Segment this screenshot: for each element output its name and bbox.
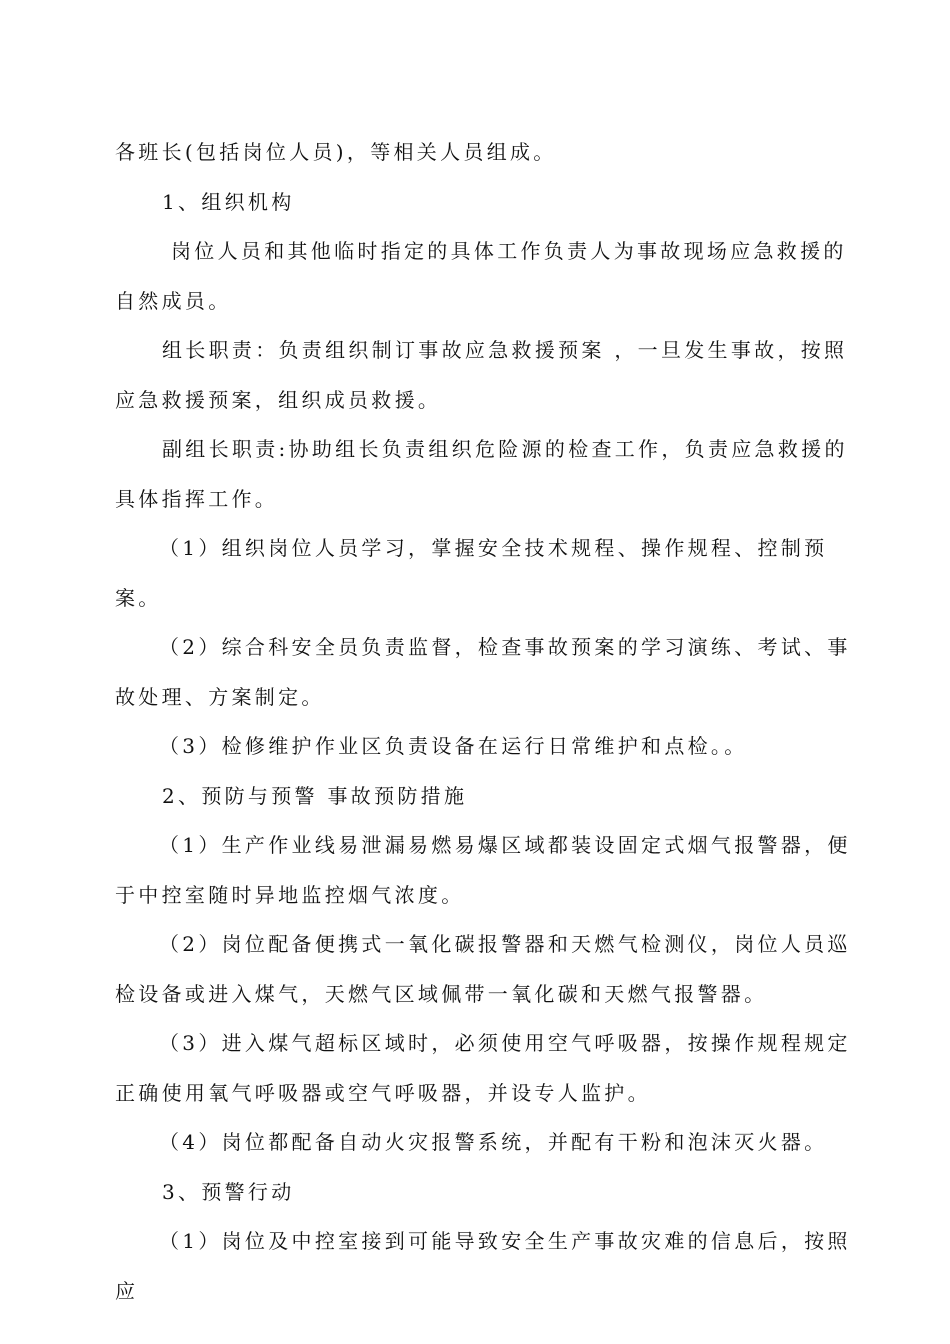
heading-prevention: 2、预防与预警 事故预防措施 <box>162 783 468 808</box>
list-item-maintenance: （3）检修维护作业区负责设备在运行日常维护和点检。。 <box>159 734 748 758</box>
heading-warning-action: 3、预警行动 <box>162 1179 295 1204</box>
document-body <box>115 128 860 1316</box>
list-item-supervision: （2）综合科安全员负责监督，检查事故预案的学习演练、考试、事故处理、方案制定。 <box>115 635 851 709</box>
paragraph-leader-duty: 组长职责：负责组织制订事故应急救援预案 ，一旦发生事故，按照应急救援预案，组织成员救援。 <box>115 338 848 412</box>
paragraph-members: 岗位人员和其他临时指定的具体工作负责人为事故现场应急救援的自然成员。 <box>115 239 847 313</box>
list-item-breathing-apparatus: （3）进入煤气超标区域时，必须使用空气呼吸器，按操作规程规定正确使用氧气呼吸器或空气呼吸器，并设专人监护。 <box>115 1031 851 1105</box>
list-item-fire-system: （4）岗位都配备自动火灾报警系统，并配有干粉和泡沫灭火器。 <box>159 1130 828 1154</box>
heading-organization: 1、组织机构 <box>162 189 295 214</box>
list-item-training: （1）组织岗位人员学习，掌握安全技术规程、操作规程、控制预案。 <box>115 536 828 610</box>
list-item-portable-alarm: （2）岗位配备便携式一氧化碳报警器和天燃气检测仪，岗位人员巡检设备或进入煤气，天燃气区域佩带一氧化碳和天燃气报警器。 <box>115 932 851 1006</box>
paragraph-intro: 各班长(包括岗位人员)，等相关人员组成。 <box>115 140 557 164</box>
paragraph-deputy-duty: 副组长职责:协助组长负责组织危险源的检查工作，负责应急救援的具体指挥工作。 <box>115 437 848 511</box>
list-item-warning-response: （1）岗位及中控室接到可能导致安全生产事故灾难的信息后，按照应 <box>115 1229 851 1303</box>
list-item-smoke-alarm: （1）生产作业线易泄漏易燃易爆区域都装设固定式烟气报警器，便于中控室随时异地监控烟气浓度。 <box>115 833 851 907</box>
